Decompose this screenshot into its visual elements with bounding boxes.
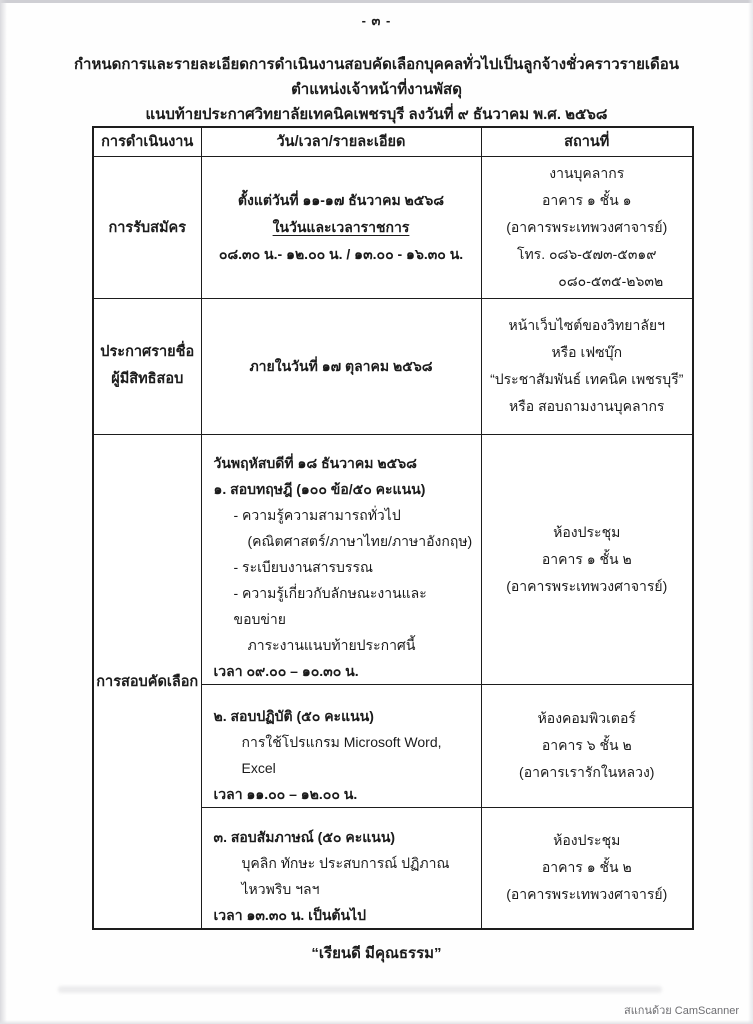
announcement-location-cell (481, 298, 693, 434)
location-line: (อาคารพระเทพวงศาจารย์) (506, 577, 668, 594)
examination-label: การสอบคัดเลือก (93, 434, 201, 929)
scan-smudge-artifact (58, 986, 662, 993)
theory-item-sub: (คณิตศาสตร์/ภาษาไทย/ภาษาอังกฤษ) (247, 532, 473, 549)
exam-theory-row (93, 434, 693, 684)
announcement-details-cell (201, 298, 481, 434)
recruitment-details-cell (201, 156, 481, 298)
location-line: หน้าเว็บไซต์ของวิทยาลัยฯ (508, 317, 665, 333)
location-line: ห้องประชุม (553, 832, 621, 848)
interview-item: บุคลิก ทักษะ ประสบการณ์ ปฏิภาณไหวพริบ ฯลฯ (241, 854, 450, 897)
theory-item: - ความรู้เกี่ยวกับลักษณะงานและขอบข่าย (233, 584, 427, 627)
location-line: หรือ เฟซบุ๊ก (551, 344, 623, 360)
interview-details-cell (201, 807, 481, 929)
facebook-page-name: “ประชาสัมพันธ์ เทคนิค เพชรบุรี” (490, 371, 684, 387)
recruitment-label: การรับสมัคร (93, 156, 201, 298)
location-line: ห้องประชุม (553, 523, 621, 540)
camscanner-watermark: สแกนด้วย CamScanner (623, 1005, 739, 1017)
practical-location-cell (481, 684, 693, 807)
scan-edge-right (748, 0, 753, 1024)
recruitment-row (93, 156, 693, 298)
location-line: งานบุคลากร (549, 164, 625, 181)
theory-time: เวลา ๐๙.๐๐ – ๑๐.๓๐ น. (213, 662, 359, 679)
schedule-table (92, 126, 694, 930)
location-line: (อาคารพระเทพวงศาจารย์) (506, 218, 668, 235)
announcement-label-line-2: ผู้มีสิทธิสอบ (111, 371, 184, 387)
page-number: - ๓ - (361, 13, 392, 28)
theory-details-cell (201, 434, 481, 684)
phone-number-1: โทร. ๐๘๖-๕๗๓-๕๓๑๙ (516, 245, 657, 262)
theory-item-cont: ภาระงานแนบท้ายประกาศนี้ (247, 636, 416, 653)
recruitment-hours: ๐๘.๓๐ น.- ๑๒.๐๐ น. / ๑๓.๐๐ - ๑๖.๓๐ น. (218, 245, 464, 262)
recruitment-period: ตั้งแต่วันที่ ๑๑-๑๗ ธันวาคม ๒๕๖๘ (237, 191, 445, 208)
interview-heading: ๓. สอบสัมภาษณ์ (๕๐ คะแนน) (213, 828, 396, 845)
practical-details-cell (201, 684, 481, 807)
practical-item: การใช้โปรแกรม Microsoft Word, Excel (241, 733, 442, 776)
theory-location-cell (481, 434, 693, 684)
header-operation: การดำเนินงาน (93, 127, 201, 156)
location-line: อาคาร ๑ ชั้น ๒ (541, 859, 632, 875)
exam-date: วันพฤหัสบดีที่ ๑๘ ธันวาคม ๒๕๖๘ (213, 454, 417, 471)
motto-quote: “เรียนดี มีคุณธรรม” (311, 945, 442, 962)
header-location: สถานที่ (481, 127, 693, 156)
location-line: หรือ สอบถามงานบุคลากร (509, 398, 665, 414)
location-line: อาคาร ๑ ชั้น ๑ (541, 191, 632, 208)
title-line-1: กำหนดการและรายละเอียดการดำเนินงานสอบคัดเลือกบุคคลทั่วไปเป็นลูกจ้างชั่วคราวรายเดือน (73, 56, 680, 73)
scan-edge-left (0, 0, 7, 1024)
theory-item: - ระเบียบงานสารบรรณ (233, 558, 373, 575)
theory-item: - ความรู้ความสามารถทั่วไป (233, 506, 401, 523)
title-line-3: แนบท้ายประกาศวิทยาลัยเทคนิคเพชรบุรี ลงวันที่ ๙ ธันวาคม พ.ศ. ๒๕๖๘ (145, 106, 608, 123)
location-line: ห้องคอมพิวเตอร์ (537, 710, 636, 726)
document-title (0, 52, 753, 127)
location-line: (อาคารพระเทพวงศาจารย์) (506, 886, 668, 902)
announcement-row (93, 298, 693, 434)
scan-edge-bottom (0, 1020, 753, 1024)
practical-time: เวลา ๑๑.๐๐ – ๑๒.๐๐ น. (213, 785, 358, 802)
announcement-label (93, 298, 201, 434)
location-line: อาคาร ๑ ชั้น ๒ (541, 550, 632, 567)
interview-time: เวลา ๑๓.๓๐ น. เป็นต้นไป (213, 906, 367, 923)
location-line: (อาคารเรารักในหลวง) (519, 764, 655, 780)
practical-heading: ๒. สอบปฏิบัติ (๕๐ คะแนน) (213, 707, 374, 724)
announcement-label-line-1: ประกาศรายชื่อ (100, 344, 195, 360)
table-header-row (93, 127, 693, 156)
title-line-2: ตำแหน่งเจ้าหน้าที่งานพัสดุ (291, 81, 462, 98)
theory-heading: ๑. สอบทฤษฎี (๑๐๐ ข้อ/๕๐ คะแนน) (213, 480, 426, 497)
recruitment-location-cell (481, 156, 693, 298)
location-line: อาคาร ๖ ชั้น ๒ (541, 737, 632, 753)
recruitment-period-note: ในวันและเวลาราชการ (272, 218, 410, 235)
interview-location-cell (481, 807, 693, 929)
announcement-date: ภายในวันที่ ๑๗ ตุลาคม ๒๕๖๘ (249, 357, 433, 374)
scan-edge-top (0, 0, 753, 3)
header-details: วัน/เวลา/รายละเอียด (201, 127, 481, 156)
phone-number-2: ๐๘๐-๕๓๕-๒๖๓๒ (558, 272, 664, 289)
